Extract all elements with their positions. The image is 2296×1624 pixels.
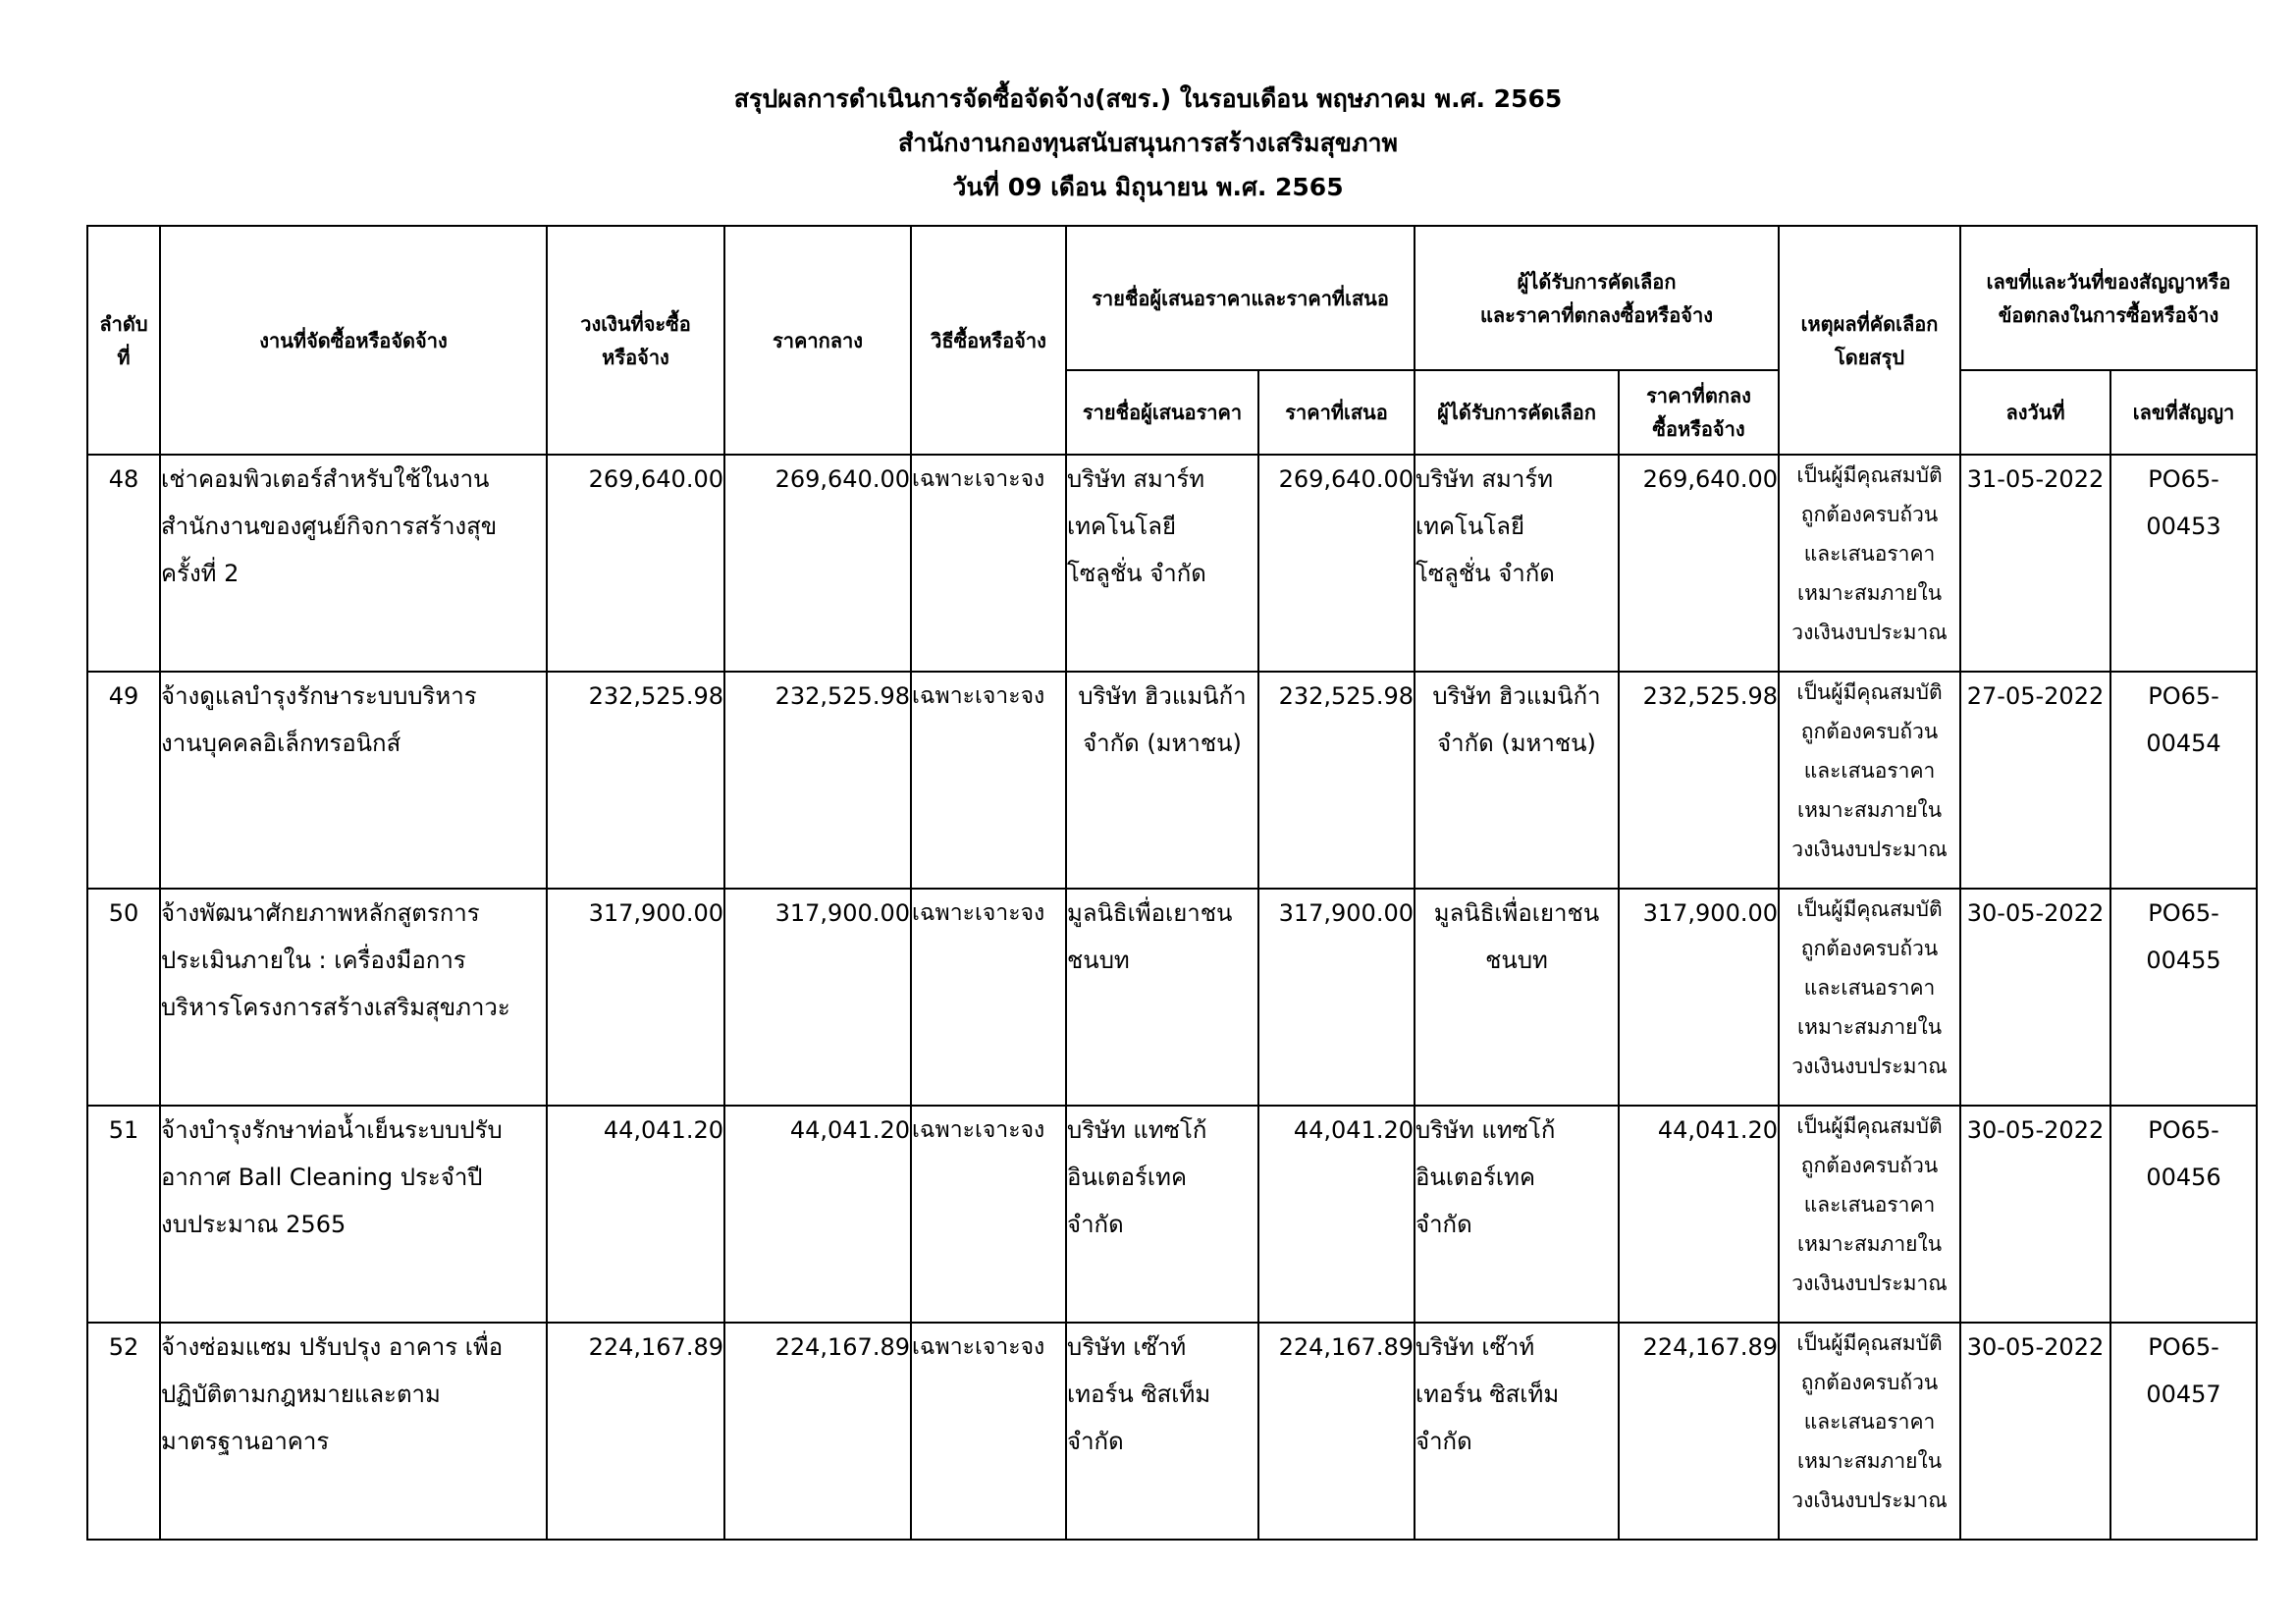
cell-reason: [1779, 455, 1960, 672]
cell-agreed-price: 232,525.98: [1619, 672, 1779, 889]
cell-reason-line: และเสนอราคา: [1803, 1410, 1936, 1434]
cell-work: [160, 1323, 547, 1540]
cell-budget: 224,167.89: [547, 1323, 724, 1540]
cell-contract-no: PO65-00456: [2110, 1106, 2257, 1323]
cell-contract-no: PO65-00454: [2110, 672, 2257, 889]
cell-median-price: 317,900.00: [724, 889, 911, 1106]
col-budget: วงเงินที่จะซื้อ หรือจ้าง: [547, 226, 724, 455]
cell-median-price: 44,041.20: [724, 1106, 911, 1323]
cell-budget: 317,900.00: [547, 889, 724, 1106]
report-title: สรุปผลการดำเนินการจัดซื้อจัดจ้าง(สขร.) ในรอบเดือน พฤษภาคม พ.ศ. 2565: [733, 84, 1563, 113]
cell-work-line: ปฏิบัติตามกฎหมายและตาม: [161, 1380, 441, 1408]
cell-reason-line: ถูกต้องครบถ้วน: [1800, 1371, 1939, 1394]
col-group-contract: เลขที่และวันที่ของสัญญาหรือ ข้อตกลงในการซื้อหรือจ้าง: [1960, 226, 2257, 370]
cell-work-line: บริหารโครงการสร้างเสริมสุขภาวะ: [161, 994, 510, 1021]
cell-budget: 44,041.20: [547, 1106, 724, 1323]
cell-bidder-name-line: มูลนิธิเพื่อเยาชน: [1067, 899, 1233, 927]
cell-bidder-name-line: จำกัด: [1067, 1211, 1124, 1238]
cell-reason: [1779, 889, 1960, 1106]
cell-selected-name: [1415, 455, 1619, 672]
col-work: งานที่จัดซื้อหรือจัดจ้าง: [160, 226, 547, 455]
cell-bidder-name: [1066, 1323, 1258, 1540]
cell-bidder-name-line: จำกัด (มหาชน): [1083, 730, 1242, 757]
table-body: [87, 455, 2257, 1540]
col-method: วิธีซื้อหรือจ้าง: [911, 226, 1066, 455]
cell-median-price: 269,640.00: [724, 455, 911, 672]
cell-contract-date: 30-05-2022: [1960, 1323, 2110, 1540]
cell-reason-line: และเสนอราคา: [1803, 1193, 1936, 1217]
cell-seq: 51: [87, 1106, 160, 1323]
cell-selected-name-line: อินเตอร์เทค: [1415, 1164, 1535, 1191]
cell-seq: 49: [87, 672, 160, 889]
cell-reason-line: ถูกต้องครบถ้วน: [1800, 503, 1939, 526]
cell-seq: 52: [87, 1323, 160, 1540]
col-group-selected: ผู้ได้รับการคัดเลือก และราคาที่ตกลงซื้อหรือจ้าง: [1415, 226, 1779, 370]
cell-bidder-name-line: โซลูชั่น จำกัด: [1067, 560, 1206, 587]
cell-work-line: จ้างซ่อมแซม ปรับปรุง อาคาร เพื่อ: [161, 1333, 504, 1361]
cell-reason-line: เหมาะสมภายใน: [1796, 1449, 1943, 1473]
cell-work: [160, 1106, 547, 1323]
cell-work-line: งบประมาณ 2565: [161, 1211, 347, 1238]
col-contract-date: ลงวันที่: [1960, 370, 2110, 455]
col-bid-price: ราคาที่เสนอ: [1258, 370, 1415, 455]
cell-seq: 50: [87, 889, 160, 1106]
cell-reason: [1779, 1106, 1960, 1323]
cell-contract-date: 30-05-2022: [1960, 1106, 2110, 1323]
cell-bid-price: 224,167.89: [1258, 1323, 1415, 1540]
cell-selected-name: [1415, 1106, 1619, 1323]
cell-reason-line: วงเงินงบประมาณ: [1791, 838, 1948, 861]
cell-bidder-name-line: บริษัท แทซโก้: [1067, 1116, 1207, 1144]
cell-method: เฉพาะเจาะจง: [911, 1106, 1066, 1323]
col-contract-no: เลขที่สัญญา: [2110, 370, 2257, 455]
cell-agreed-price: 269,640.00: [1619, 455, 1779, 672]
cell-reason-line: เป็นผู้มีคุณสมบัติ: [1796, 897, 1943, 921]
cell-bid-price: 269,640.00: [1258, 455, 1415, 672]
cell-work-line: มาตรฐานอาคาร: [161, 1428, 330, 1455]
report-date: วันที่ 09 เดือน มิถุนายน พ.ศ. 2565: [952, 173, 1344, 201]
cell-bidder-name-line: อินเตอร์เทค: [1067, 1164, 1187, 1191]
cell-bidder-name-line: จำกัด: [1067, 1428, 1124, 1455]
cell-contract-no: PO65-00453: [2110, 455, 2257, 672]
procurement-table: [86, 225, 2258, 1541]
cell-reason-line: วงเงินงบประมาณ: [1791, 621, 1948, 644]
cell-reason-line: เหมาะสมภายใน: [1796, 798, 1943, 822]
cell-bidder-name-line: บริษัท ฮิวแมนิก้า: [1078, 682, 1247, 710]
cell-reason-line: ถูกต้องครบถ้วน: [1800, 937, 1939, 960]
col-median-price: ราคากลาง: [724, 226, 911, 455]
agency-name: สำนักงานกองทุนสนับสนุนการสร้างเสริมสุขภาพ: [897, 129, 1399, 157]
cell-bidder-name: [1066, 672, 1258, 889]
cell-reason-line: และเสนอราคา: [1803, 759, 1936, 783]
col-selected-name: ผู้ได้รับการคัดเลือก: [1415, 370, 1619, 455]
cell-bidder-name-line: ชนบท: [1067, 947, 1130, 974]
cell-work-line: ครั้งที่ 2: [161, 560, 240, 587]
cell-bid-price: 317,900.00: [1258, 889, 1415, 1106]
cell-selected-name-line: ชนบท: [1485, 947, 1548, 974]
cell-bidder-name: [1066, 455, 1258, 672]
col-reason: เหตุผลที่คัดเลือก โดยสรุป: [1779, 226, 1960, 455]
cell-selected-name-line: เทคโนโลยี: [1415, 513, 1525, 540]
cell-contract-no: PO65-00455: [2110, 889, 2257, 1106]
cell-reason-line: และเสนอราคา: [1803, 542, 1936, 566]
cell-work-line: เช่าคอมพิวเตอร์สำหรับใช้ในงาน: [161, 465, 490, 493]
cell-budget: 269,640.00: [547, 455, 724, 672]
cell-contract-date: 27-05-2022: [1960, 672, 2110, 889]
cell-bidder-name: [1066, 1106, 1258, 1323]
cell-reason-line: และเสนอราคา: [1803, 976, 1936, 1000]
cell-reason-line: เป็นผู้มีคุณสมบัติ: [1796, 463, 1943, 487]
cell-agreed-price: 224,167.89: [1619, 1323, 1779, 1540]
table-row: [87, 455, 2257, 672]
cell-bidder-name-line: เทอร์น ซิสเท็ม: [1067, 1380, 1211, 1408]
cell-bidder-name-line: บริษัท สมาร์ท: [1067, 465, 1205, 493]
cell-work-line: ประเมินภายใน : เครื่องมือการ: [161, 947, 466, 974]
cell-reason-line: ถูกต้องครบถ้วน: [1800, 1154, 1939, 1177]
cell-work-line: อากาศ Ball Cleaning ประจำปี: [161, 1164, 483, 1191]
cell-work-line: งานบุคคลอิเล็กทรอนิกส์: [161, 730, 401, 757]
cell-bidder-name-line: เทคโนโลยี: [1067, 513, 1177, 540]
cell-selected-name-line: จำกัด: [1415, 1428, 1472, 1455]
cell-selected-name-line: บริษัท แทซโก้: [1415, 1116, 1556, 1144]
cell-seq: 48: [87, 455, 160, 672]
cell-selected-name: [1415, 672, 1619, 889]
cell-budget: 232,525.98: [547, 672, 724, 889]
cell-selected-name-line: เทอร์น ซิสเท็ม: [1415, 1380, 1560, 1408]
cell-reason: [1779, 1323, 1960, 1540]
cell-method: เฉพาะเจาะจง: [911, 455, 1066, 672]
cell-work: [160, 455, 547, 672]
cell-reason-line: เป็นผู้มีคุณสมบัติ: [1796, 680, 1943, 704]
cell-reason-line: วงเงินงบประมาณ: [1791, 1272, 1948, 1295]
cell-reason: [1779, 672, 1960, 889]
cell-work-line: จ้างบำรุงรักษาท่อน้ำเย็นระบบปรับ: [161, 1116, 503, 1144]
table-row: [87, 1106, 2257, 1323]
cell-work-line: จ้างดูแลบำรุงรักษาระบบบริหาร: [161, 682, 477, 710]
cell-median-price: 224,167.89: [724, 1323, 911, 1540]
cell-work: [160, 889, 547, 1106]
col-seq: ลำดับ ที่: [87, 226, 160, 455]
cell-agreed-price: 317,900.00: [1619, 889, 1779, 1106]
cell-selected-name: [1415, 889, 1619, 1106]
table-row: [87, 1323, 2257, 1540]
cell-reason-line: เหมาะสมภายใน: [1796, 581, 1943, 605]
table-row: [87, 889, 2257, 1106]
cell-contract-date: 31-05-2022: [1960, 455, 2110, 672]
cell-work-line: สำนักงานของศูนย์กิจการสร้างสุข: [161, 513, 498, 540]
cell-selected-name-line: บริษัท สมาร์ท: [1415, 465, 1554, 493]
cell-selected-name-line: จำกัด: [1415, 1211, 1472, 1238]
cell-method: เฉพาะเจาะจง: [911, 1323, 1066, 1540]
cell-selected-name-line: มูลนิธิเพื่อเยาชน: [1433, 899, 1600, 927]
cell-agreed-price: 44,041.20: [1619, 1106, 1779, 1323]
cell-bidder-name: [1066, 889, 1258, 1106]
col-group-bidders: รายชื่อผู้เสนอราคาและราคาที่เสนอ: [1066, 226, 1415, 370]
cell-median-price: 232,525.98: [724, 672, 911, 889]
cell-bid-price: 44,041.20: [1258, 1106, 1415, 1323]
cell-reason-line: เป็นผู้มีคุณสมบัติ: [1796, 1331, 1943, 1355]
col-agreed-price: ราคาที่ตกลง ซื้อหรือจ้าง: [1619, 370, 1779, 455]
cell-reason-line: ถูกต้องครบถ้วน: [1800, 720, 1939, 743]
cell-contract-date: 30-05-2022: [1960, 889, 2110, 1106]
table-header: [87, 226, 2257, 455]
cell-bid-price: 232,525.98: [1258, 672, 1415, 889]
cell-work: [160, 672, 547, 889]
document-header: [0, 77, 2296, 209]
cell-contract-no: PO65-00457: [2110, 1323, 2257, 1540]
cell-selected-name-line: จำกัด (มหาชน): [1437, 730, 1596, 757]
col-bidder-name: รายชื่อผู้เสนอราคา: [1066, 370, 1258, 455]
cell-reason-line: วงเงินงบประมาณ: [1791, 1055, 1948, 1078]
cell-reason-line: เป็นผู้มีคุณสมบัติ: [1796, 1114, 1943, 1138]
cell-selected-name: [1415, 1323, 1619, 1540]
cell-selected-name-line: บริษัท ฮิวแมนิก้า: [1432, 682, 1601, 710]
cell-selected-name-line: บริษัท เซ๊าท์: [1415, 1333, 1535, 1361]
cell-reason-line: เหมาะสมภายใน: [1796, 1015, 1943, 1039]
cell-selected-name-line: โซลูชั่น จำกัด: [1415, 560, 1555, 587]
cell-reason-line: เหมาะสมภายใน: [1796, 1232, 1943, 1256]
cell-method: เฉพาะเจาะจง: [911, 672, 1066, 889]
cell-method: เฉพาะเจาะจง: [911, 889, 1066, 1106]
cell-work-line: จ้างพัฒนาศักยภาพหลักสูตรการ: [161, 899, 480, 927]
cell-bidder-name-line: บริษัท เซ๊าท์: [1067, 1333, 1187, 1361]
table-row: [87, 672, 2257, 889]
cell-reason-line: วงเงินงบประมาณ: [1791, 1489, 1948, 1512]
